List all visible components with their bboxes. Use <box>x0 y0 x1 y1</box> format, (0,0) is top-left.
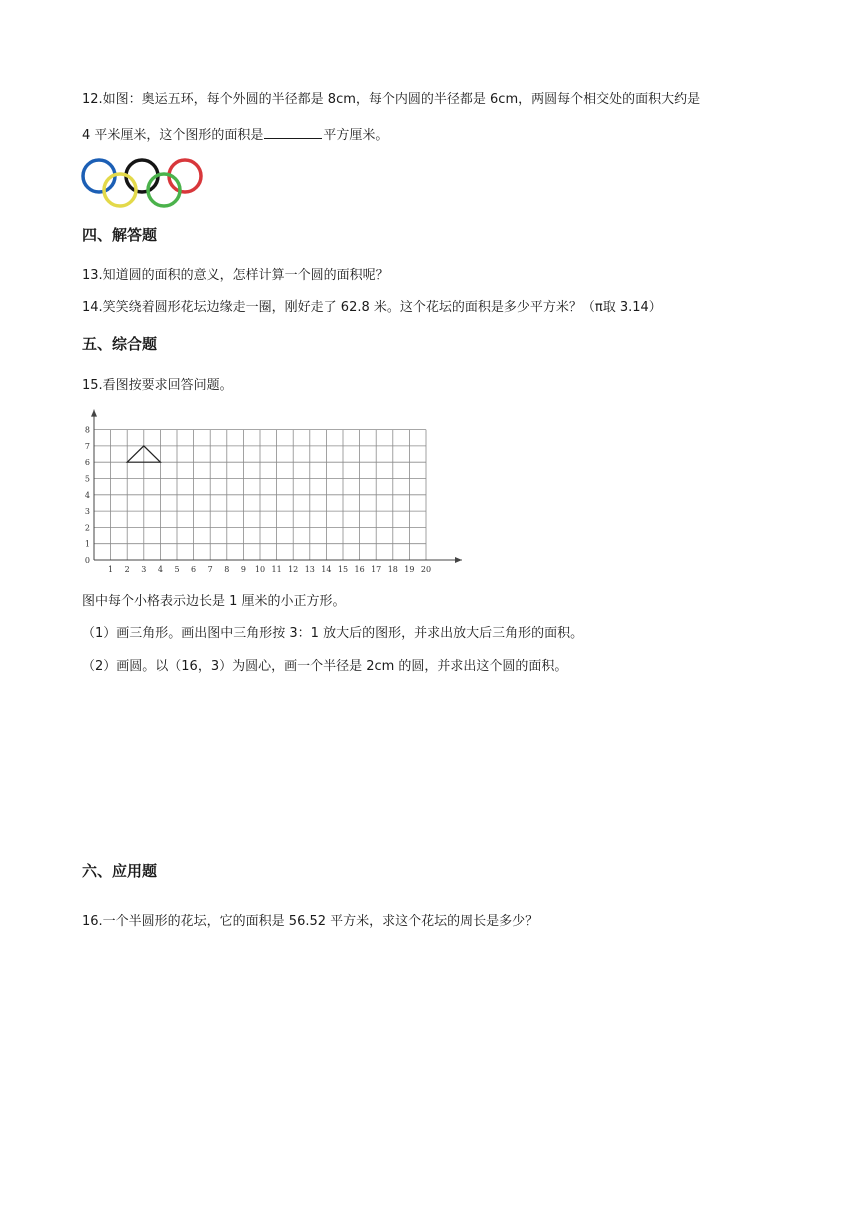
x-tick-label: 13 <box>304 565 315 574</box>
section-heading-6: 六、应用题 <box>82 862 158 880</box>
x-tick-label: 7 <box>207 565 213 574</box>
x-tick-label: 16 <box>354 565 365 574</box>
y-tick-label: 7 <box>84 441 90 451</box>
q15-intro: 15.看图按要求回答问题。 <box>82 378 233 393</box>
y-tick-label: 5 <box>84 474 90 484</box>
x-tick-label: 1 <box>108 565 114 574</box>
q12-line2-text: 4 平米厘米，这个图形的面积是 <box>82 128 264 143</box>
y-tick-label: 8 <box>84 425 90 435</box>
x-tick-label: 14 <box>321 565 332 574</box>
y-tick-label: 4 <box>84 490 90 500</box>
q16-text: 16.一个半圆形的花坛，它的面积是 56.52 平方米，求这个花坛的周长是多少？ <box>82 914 539 929</box>
olympic-rings-image <box>80 152 208 212</box>
x-tick-label: 6 <box>191 565 197 574</box>
x-axis-arrow <box>455 557 462 563</box>
x-tick-label: 20 <box>420 565 432 574</box>
q13-text: 13.知道圆的面积的意义，怎样计算一个圆的面积呢？ <box>82 268 389 283</box>
x-tick-label: 8 <box>224 565 230 574</box>
y-axis-arrow <box>91 410 97 417</box>
section-heading-4: 四、解答题 <box>82 226 158 244</box>
x-tick-label: 19 <box>404 565 415 574</box>
y-tick-label: 6 <box>84 458 90 468</box>
x-tick-label: 9 <box>240 565 246 574</box>
x-tick-label: 3 <box>141 565 147 574</box>
y-tick-label: 1 <box>84 539 90 549</box>
section-heading-5: 五、综合题 <box>82 335 158 353</box>
x-tick-label: 5 <box>174 565 180 574</box>
x-tick-label: 11 <box>271 565 282 574</box>
y-tick-label: 0 <box>84 556 90 565</box>
x-tick-label: 4 <box>157 565 163 574</box>
q12-line2 <box>82 124 388 146</box>
q15-part1: （1）画三角形。画出图中三角形按 3：1 放大后的图形，并求出放大后三角形的面积。 <box>82 626 584 641</box>
x-tick-label: 18 <box>387 565 398 574</box>
y-tick-label: 3 <box>84 507 90 517</box>
q15-note: 图中每个小格表示边长是 1 厘米的小正方形。 <box>82 594 346 609</box>
y-tick-label: 2 <box>84 523 90 533</box>
x-tick-label: 2 <box>124 565 130 574</box>
q12-line2-tail: 平方厘米。 <box>323 128 389 143</box>
answer-blank[interactable] <box>264 124 322 139</box>
coordinate-grid <box>80 400 480 600</box>
x-tick-label: 12 <box>288 565 299 574</box>
q12-line1: 12.如图：奥运五环，每个外圆的半径都是 8cm，每个内圆的半径都是 6cm，两圆每个相交处的面积大约是 <box>82 92 701 107</box>
q15-part2: （2）画圆。以（16，3）为圆心，画一个半径是 2cm 的圆，并求出这个圆的面积。 <box>82 659 568 674</box>
q14-text: 14.笑笑绕着圆形花坛边缘走一圈，刚好走了 62.8 米。这个花坛的面积是多少平方米？（π取 3.14） <box>82 300 662 315</box>
x-tick-label: 10 <box>254 565 266 574</box>
x-tick-label: 17 <box>371 565 382 574</box>
x-tick-label: 15 <box>337 565 349 574</box>
